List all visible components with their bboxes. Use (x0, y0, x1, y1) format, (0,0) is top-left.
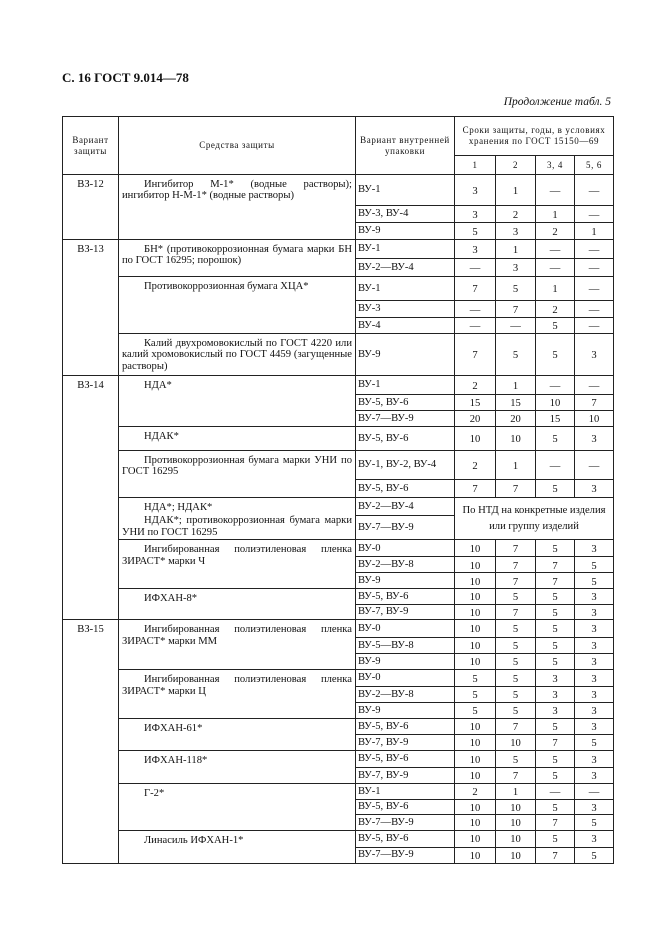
term-cell: 10 (536, 395, 575, 411)
pack-cell: ВУ-1 (356, 175, 455, 206)
term-cell: 7 (496, 573, 536, 589)
term-cell: 7 (496, 719, 536, 735)
term-cell: 3 (575, 719, 614, 735)
term-cell: 3 (575, 334, 614, 376)
term-cell: 10 (455, 557, 496, 573)
term-cell: — (536, 240, 575, 259)
term-cell: — (455, 318, 496, 334)
term-cell: 10 (455, 638, 496, 654)
term-cell: 10 (455, 427, 496, 451)
term-cell: 5 (536, 427, 575, 451)
table-row (63, 719, 614, 735)
term-cell: 10 (455, 540, 496, 557)
term-cell: 3 (575, 604, 614, 619)
table-row (63, 784, 614, 799)
term-cell: — (455, 259, 496, 277)
term-cell: 3 (575, 670, 614, 687)
term-cell: 10 (455, 799, 496, 814)
term-cell: — (575, 259, 614, 277)
term-cell: 5 (536, 638, 575, 654)
term-cell: 2 (536, 301, 575, 318)
term-cell: — (496, 318, 536, 334)
term-cell: 3 (575, 768, 614, 784)
term-cell: 1 (496, 376, 536, 395)
term-cell: 20 (455, 411, 496, 427)
term-cell: — (536, 451, 575, 480)
term-cell: 3 (575, 687, 614, 703)
term-cell: 3 (496, 259, 536, 277)
term-cell: 1 (536, 277, 575, 301)
agent-name: НДАК*; противокоррозионная бумага марки УНИ по ГОСТ 16295 (122, 515, 352, 538)
pack-cell: ВУ-9 (356, 703, 455, 719)
term-cell: 10 (455, 768, 496, 784)
term-cell: 3 (575, 830, 614, 847)
pack-cell: ВУ-7, ВУ-9 (356, 768, 455, 784)
col-header-terms: Сроки защиты, годы, в условиях хранения по ГОСТ 15150—69 (455, 117, 614, 156)
agent-cell (119, 277, 356, 334)
term-cell: 3 (575, 480, 614, 498)
term-cell: 15 (455, 395, 496, 411)
term-cell: — (575, 318, 614, 334)
term-cell: 7 (496, 301, 536, 318)
table-row (63, 540, 614, 557)
agent-name: БН* (противокоррозионная бумага марки БН по ГОСТ 16295; порошок) (122, 244, 352, 267)
term-cell: 5 (536, 830, 575, 847)
term-cell: 5 (455, 703, 496, 719)
term-cell: 3 (575, 540, 614, 557)
variant-cell: ВЗ-12 (63, 175, 119, 240)
table-row (63, 175, 614, 206)
pack-cell: ВУ-5, ВУ-6 (356, 480, 455, 498)
term-cell: — (575, 451, 614, 480)
term-cell: — (575, 277, 614, 301)
term-cell: 2 (455, 784, 496, 799)
term-cell: 7 (496, 604, 536, 619)
table-caption: Продолжение табл. 5 (503, 96, 611, 108)
term-cell: 1 (496, 175, 536, 206)
term-cell: 5 (536, 589, 575, 604)
agent-cell (119, 670, 356, 719)
term-cell: 3 (575, 427, 614, 451)
variant-cell: ВЗ-15 (63, 620, 119, 863)
term-cell: 10 (455, 847, 496, 863)
term-cell: 7 (455, 334, 496, 376)
agent-name: НДАК* (144, 431, 179, 442)
term-cell: 10 (455, 815, 496, 830)
term-cell: 5 (536, 799, 575, 814)
term-cell: 3 (536, 703, 575, 719)
term-cell: 5 (575, 557, 614, 573)
agent-name: ИФХАН-118* (144, 755, 208, 767)
col-header-condition: 1 (455, 156, 496, 175)
term-cell: 15 (536, 411, 575, 427)
pack-cell: ВУ-2—ВУ-4 (356, 259, 455, 277)
term-cell: 20 (496, 411, 536, 427)
agent-name: Ингибированная полиэтиленовая пленка ЗИРАСТ* марки ММ (122, 624, 352, 647)
term-cell: 5 (536, 540, 575, 557)
pack-cell: ВУ-1 (356, 277, 455, 301)
term-cell: 10 (496, 799, 536, 814)
pack-cell: ВУ-5, ВУ-6 (356, 799, 455, 814)
term-cell: 10 (575, 411, 614, 427)
pack-cell: ВУ-2—ВУ-8 (356, 687, 455, 703)
agent-cell (119, 830, 356, 863)
col-header-agent: Средства защиты (119, 117, 356, 175)
table-row (63, 427, 614, 451)
term-cell: 3 (575, 799, 614, 814)
col-header-condition: 5, 6 (575, 156, 614, 175)
term-cell: 5 (455, 223, 496, 240)
pack-cell: ВУ-1, ВУ-2, ВУ-4 (356, 451, 455, 480)
pack-cell: ВУ-4 (356, 318, 455, 334)
pack-cell: ВУ-9 (356, 334, 455, 376)
agent-name: Г-2* (144, 788, 165, 800)
term-cell: — (575, 175, 614, 206)
table-body (63, 175, 614, 864)
term-cell: 10 (496, 847, 536, 863)
agent-name: НДА*; НДАК* (144, 502, 213, 513)
pack-cell: ВУ-1 (356, 784, 455, 799)
pack-cell: ВУ-9 (356, 223, 455, 240)
term-cell: 5 (455, 687, 496, 703)
merged-note-cell: По НТД на конкретные изделия или группу изделий (455, 498, 614, 540)
term-cell: 5 (575, 847, 614, 863)
term-cell: 7 (536, 573, 575, 589)
pack-cell: ВУ-1 (356, 240, 455, 259)
term-cell: 2 (536, 223, 575, 240)
variant-cell: ВЗ-13 (63, 240, 119, 376)
term-cell: 3 (575, 620, 614, 638)
agent-name: Калий двухромовокислый по ГОСТ 4220 или калий хромовокислый по ГОСТ 4459 (загущенные растворы) (122, 338, 352, 372)
agent-name: ИФХАН-8* (144, 593, 198, 605)
term-cell: 5 (575, 735, 614, 751)
variant-cell: ВЗ-14 (63, 376, 119, 620)
table-row (63, 240, 614, 259)
agent-name: Линасиль ИФХАН-1* (144, 834, 244, 846)
agent-cell (119, 451, 356, 498)
term-cell: — (575, 376, 614, 395)
pack-cell: ВУ-2—ВУ-4 (356, 498, 455, 516)
term-cell: 3 (575, 703, 614, 719)
agent-name: Ингибированная полиэтиленовая пленка ЗИРАСТ* марки Ч (122, 544, 352, 567)
term-cell: 3 (575, 638, 614, 654)
term-cell: 2 (496, 206, 536, 223)
pack-cell: ВУ-7—ВУ-9 (356, 411, 455, 427)
pack-cell: ВУ-7, ВУ-9 (356, 604, 455, 619)
term-cell: 10 (455, 620, 496, 638)
term-cell: 7 (455, 480, 496, 498)
agent-name: ИФХАН-61* (144, 723, 203, 735)
agent-name: НДА* (144, 380, 172, 391)
term-cell: 5 (536, 751, 575, 768)
pack-cell: ВУ-9 (356, 573, 455, 589)
term-cell: 5 (575, 573, 614, 589)
term-cell: 10 (455, 604, 496, 619)
term-cell: 3 (536, 687, 575, 703)
term-cell: 10 (455, 719, 496, 735)
table-row (63, 751, 614, 768)
pack-cell: ВУ-5, ВУ-6 (356, 830, 455, 847)
agent-cell (119, 427, 356, 451)
term-cell: 3 (455, 240, 496, 259)
term-cell: 7 (496, 540, 536, 557)
pack-cell: ВУ-2—ВУ-8 (356, 557, 455, 573)
page-header: С. 16 ГОСТ 9.014—78 (62, 70, 189, 85)
agent-name: Ингибированная полиэтиленовая пленка ЗИРАСТ* марки Ц (122, 674, 352, 697)
term-cell: 3 (575, 751, 614, 768)
term-cell: 10 (455, 735, 496, 751)
table-row (63, 451, 614, 480)
term-cell: 10 (455, 589, 496, 604)
agent-name: Ингибитор М-1* (водные растворы); ингибитор Н-М-1* (водные растворы) (122, 179, 352, 202)
term-cell: 5 (496, 751, 536, 768)
table-row (63, 589, 614, 604)
term-cell: 5 (536, 604, 575, 619)
term-cell: 1 (496, 240, 536, 259)
term-cell: 5 (536, 318, 575, 334)
term-cell: 2 (455, 451, 496, 480)
term-cell: 5 (496, 277, 536, 301)
pack-cell: ВУ-1 (356, 376, 455, 395)
term-cell: — (575, 206, 614, 223)
term-cell: 10 (496, 815, 536, 830)
term-cell: 1 (536, 206, 575, 223)
agent-name: Противокоррозионная бумага ХЦА* (144, 281, 309, 292)
pack-cell: ВУ-7—ВУ-9 (356, 847, 455, 863)
term-cell: 7 (536, 557, 575, 573)
term-cell: 10 (455, 751, 496, 768)
agent-cell (119, 719, 356, 751)
term-cell: — (575, 301, 614, 318)
term-cell: 3 (496, 223, 536, 240)
term-cell: 10 (496, 427, 536, 451)
term-cell: 5 (536, 620, 575, 638)
term-cell: 10 (496, 830, 536, 847)
agent-cell (119, 498, 356, 540)
pack-cell: ВУ-5, ВУ-6 (356, 427, 455, 451)
agent-cell (119, 589, 356, 620)
col-header-variant: Вариант защиты (63, 117, 119, 175)
table-row (63, 334, 614, 376)
term-cell: — (536, 175, 575, 206)
term-cell: 1 (496, 451, 536, 480)
term-cell: 5 (455, 670, 496, 687)
pack-cell: ВУ-5, ВУ-6 (356, 719, 455, 735)
term-cell: 7 (455, 277, 496, 301)
term-cell: — (575, 784, 614, 799)
term-cell: 7 (536, 735, 575, 751)
pack-cell: ВУ-0 (356, 620, 455, 638)
agent-cell (119, 751, 356, 784)
term-cell: — (536, 376, 575, 395)
term-cell: — (455, 301, 496, 318)
agent-cell (119, 784, 356, 830)
table-row (63, 830, 614, 847)
term-cell: 2 (455, 376, 496, 395)
term-cell: 7 (496, 557, 536, 573)
term-cell: 5 (496, 334, 536, 376)
agent-cell (119, 334, 356, 376)
col-header-inner-pack: Вариант внутренней упаковки (356, 117, 455, 175)
term-cell: 5 (496, 654, 536, 670)
agent-cell (119, 175, 356, 240)
term-cell: 5 (536, 480, 575, 498)
agent-cell (119, 376, 356, 427)
pack-cell: ВУ-7—ВУ-9 (356, 815, 455, 830)
term-cell: — (536, 259, 575, 277)
term-cell: 5 (496, 638, 536, 654)
term-cell: 5 (496, 589, 536, 604)
term-cell: 7 (536, 815, 575, 830)
term-cell: 10 (455, 830, 496, 847)
col-header-condition: 3, 4 (536, 156, 575, 175)
term-cell: — (536, 784, 575, 799)
col-header-condition: 2 (496, 156, 536, 175)
table-row (63, 498, 614, 516)
pack-cell: ВУ-5, ВУ-6 (356, 751, 455, 768)
protection-table (62, 116, 614, 864)
pack-cell: ВУ-5—ВУ-8 (356, 638, 455, 654)
term-cell: 5 (536, 768, 575, 784)
term-cell: 7 (496, 480, 536, 498)
term-cell: 5 (536, 654, 575, 670)
pack-cell: ВУ-7—ВУ-9 (356, 515, 455, 539)
pack-cell: ВУ-3, ВУ-4 (356, 206, 455, 223)
term-cell: 10 (496, 735, 536, 751)
table-row (63, 620, 614, 638)
table-row (63, 670, 614, 687)
term-cell: 15 (496, 395, 536, 411)
pack-cell: ВУ-5, ВУ-6 (356, 395, 455, 411)
term-cell: 3 (575, 654, 614, 670)
term-cell: 5 (536, 334, 575, 376)
term-cell: 5 (575, 815, 614, 830)
term-cell: 5 (496, 687, 536, 703)
pack-cell: ВУ-0 (356, 670, 455, 687)
pack-cell: ВУ-3 (356, 301, 455, 318)
term-cell: 1 (496, 784, 536, 799)
term-cell: 5 (496, 670, 536, 687)
pack-cell: ВУ-0 (356, 540, 455, 557)
table-row (63, 277, 614, 301)
agent-cell (119, 540, 356, 589)
term-cell: 5 (496, 703, 536, 719)
pack-cell: ВУ-7, ВУ-9 (356, 735, 455, 751)
term-cell: 7 (536, 847, 575, 863)
term-cell: 3 (455, 175, 496, 206)
pack-cell: ВУ-5, ВУ-6 (356, 589, 455, 604)
term-cell: 10 (455, 654, 496, 670)
term-cell: 5 (536, 719, 575, 735)
term-cell: 7 (575, 395, 614, 411)
pack-cell: ВУ-9 (356, 654, 455, 670)
agent-cell (119, 240, 356, 277)
agent-name: Противокоррозионная бумага марки УНИ по ГОСТ 16295 (122, 455, 352, 478)
table-row (63, 376, 614, 395)
term-cell: 3 (575, 589, 614, 604)
term-cell: — (575, 240, 614, 259)
term-cell: 3 (455, 206, 496, 223)
term-cell: 5 (496, 620, 536, 638)
agent-cell (119, 620, 356, 670)
term-cell: 1 (575, 223, 614, 240)
term-cell: 10 (455, 573, 496, 589)
term-cell: 3 (536, 670, 575, 687)
term-cell: 7 (496, 768, 536, 784)
